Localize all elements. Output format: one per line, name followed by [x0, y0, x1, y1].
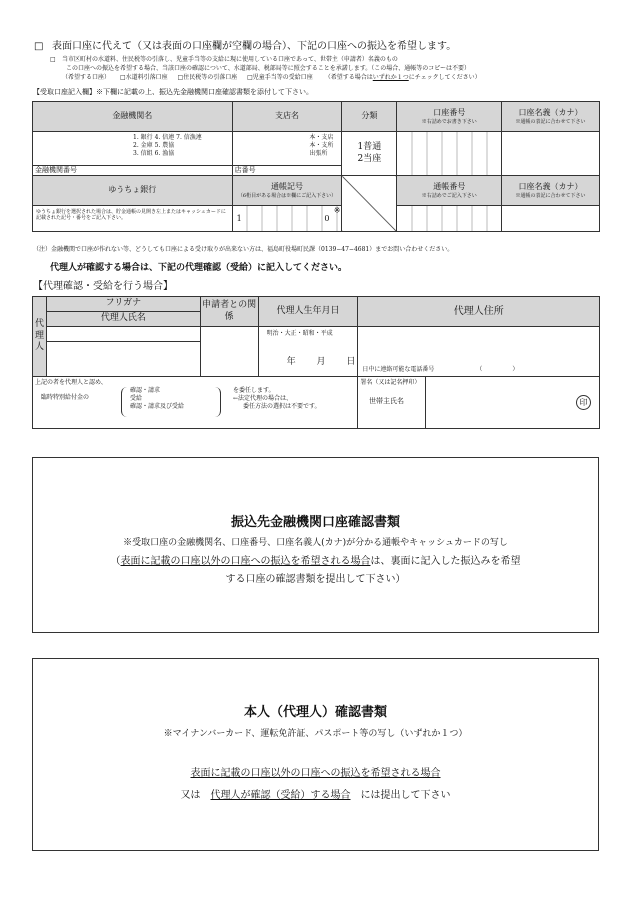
yucho-number-boxes[interactable]: [397, 206, 502, 232]
bank-doc-line3: する口座の確認書類を提出して下さい）: [225, 574, 406, 585]
account-type-cell[interactable]: [342, 132, 397, 176]
bank-doc-line2: （表面に記載の口座以外の口座への振込を希望される場合は、裏面に記入した振込みを希望: [110, 556, 521, 567]
phone-label: 日中に連絡可能な電話番号: [362, 366, 435, 374]
yucho-holder-cell[interactable]: [502, 206, 600, 232]
month-label: 月: [316, 357, 326, 367]
note-line-1: 当市区町村の水道料、住民税等の引落し、児童手当等の支給に現に使用している口座であって、世帯主（申請者）名義のもの: [62, 56, 398, 63]
delegate-right-1: を委任します。: [233, 387, 275, 394]
acct-type-current[interactable]: 2当座: [357, 153, 382, 164]
yucho-note: ゆうちょ銀行を選択された場合は、貯金通帳の見開き左上またはキャッシュカードに記載された記号・番号をご記入下さい。: [33, 206, 233, 232]
furigana-input[interactable]: [46, 327, 200, 342]
section-title: 表面口座に代えて（又は表面の口座欄が空欄の場合）、下記の口座への振込を希望します。: [52, 41, 457, 52]
bank-doc-title: 振込先金融機関口座確認書類: [230, 515, 400, 530]
proxy-lead: 代理人が確認する場合は、下記の代理確認（受給）に記入してください。: [50, 263, 348, 273]
note-tail-underline: いずれか１つ: [372, 74, 409, 81]
hdr-branch: 支店名: [232, 102, 342, 132]
opt-water[interactable]: □水道料引落口座: [119, 74, 168, 81]
branch-name-cell[interactable]: [232, 132, 342, 166]
note-tail-post: にチェックしてください）: [408, 74, 481, 81]
hdr-holder: 口座名義（カナ） ※通帳の表記に合わせて下さい: [502, 102, 600, 132]
account-footnote: （注）金融機関で口座が作れない等、どうしても口座による受け取りが出来ない方は、福島町役場町民課（0139−47−4681）までお問い合わせください。: [33, 246, 454, 253]
branch-code-label: 店番号: [234, 166, 256, 174]
delegate-opt-claim[interactable]: 確認・請求: [130, 387, 161, 394]
bank-name-cell[interactable]: [33, 132, 233, 166]
account-heading: 【受取口座記入欄】※下欄に記載の上、振込先金融機関口座確認書類を添付して下さい。: [33, 88, 313, 96]
hdr-birth: 代理人生年月日: [258, 297, 358, 327]
bank-type-7: 7. 信漁連: [176, 134, 202, 141]
era-options[interactable]: 明治・大正・昭和・平成: [266, 330, 333, 337]
yucho-asterisk: ※: [333, 206, 341, 216]
yucho-slash-cell: [342, 176, 397, 232]
proxy-heading: 【代理確認・受給を行う場合】: [33, 281, 173, 292]
delegate-opt-receive[interactable]: 受給: [130, 394, 143, 402]
year-label: 年: [286, 357, 296, 367]
delegate-options[interactable]: [121, 387, 221, 417]
id-doc-line1: ※マイナンバーカード、運転免許証、パスポート等の写し（いずれか１つ）: [163, 729, 468, 739]
delegate-right-3: 委任方法の選択は不要です。: [243, 402, 321, 410]
hdr-account-no: 口座番号 ※右詰めでお書き下さい: [397, 102, 502, 132]
bank-code-label: 金融機関番号: [35, 166, 77, 174]
delegate-prefix: 臨時特別給付金の: [41, 394, 90, 401]
hdr-yucho-number: 通帳番号 ※右詰めでご記入下さい: [397, 176, 502, 206]
yucho-digit-last: 0: [324, 214, 330, 224]
yucho-symbol-boxes[interactable]: [232, 206, 342, 232]
branch-type-2: 本・支所: [309, 141, 334, 149]
hdr-furigana: フリガナ: [46, 297, 200, 312]
bank-type-3: 3. 信組: [133, 149, 153, 157]
bank-account-table: [32, 101, 600, 232]
acct-type-ordinary[interactable]: 1普通: [357, 141, 382, 152]
bank-code-cell[interactable]: [33, 166, 233, 176]
phone-parens[interactable]: （ ）: [476, 366, 519, 374]
checkbox-existing-account[interactable]: □: [50, 56, 56, 63]
hdr-yucho-holder: 口座名義（カナ） ※通帳の表記に合わせて下さい: [502, 176, 600, 206]
hdr-yucho-symbol: 通帳記号 （6桁目がある場合は※欄にご記入下さい）: [232, 176, 342, 206]
bank-doc-underline: 表面に記載の口座以外の口座への振込を希望される場合: [120, 556, 371, 567]
opt-tax[interactable]: □住民税等の引落口座: [177, 74, 238, 81]
opt-child[interactable]: □児童手当等の受給口座: [247, 74, 313, 81]
seal-mark: 印: [576, 395, 591, 410]
branch-type-3: 出張所: [309, 149, 328, 157]
hdr-yucho: ゆうちょ銀行: [33, 176, 233, 206]
hdr-relation: 申請者との関係: [200, 297, 258, 327]
id-doc-title: 本人（代理人）確認書類: [243, 705, 387, 720]
delegate-opt-both[interactable]: 確認・請求及び受給: [130, 402, 185, 410]
id-doc-underline: 代理人が確認（受給）する場合: [210, 790, 351, 801]
bank-type-1: 1. 銀行: [133, 134, 153, 141]
note-tail-pre: （希望する場合は: [324, 74, 373, 81]
hdr-type: 分類: [342, 102, 397, 132]
bank-type-6: 6. 漁協: [154, 149, 175, 157]
id-doc-line2: 表面に記載の口座以外の口座への振込を希望される場合: [190, 768, 441, 779]
checkbox-replace-account[interactable]: □: [34, 41, 44, 52]
account-no-boxes[interactable]: [397, 132, 502, 176]
relation-input[interactable]: [200, 327, 258, 377]
id-doc-box: [32, 658, 599, 851]
holder-name-cell[interactable]: [502, 132, 600, 176]
delegate-right-2: ←法定代理の場合は、: [233, 394, 293, 402]
proxy-name-input[interactable]: [46, 342, 200, 377]
note-line-2: この口座への振込を希望する場合、当該口座の確認について、水道部局、税部局等に照会することを承諾します。（この場合、通帳等のコピーは不要）: [66, 65, 471, 72]
bank-type-4: 4. 信連: [154, 134, 175, 141]
hdr-address: 代理人住所: [358, 297, 600, 327]
signature-label: 署名（又は記名押印）: [360, 379, 421, 386]
note-line-3: [62, 74, 481, 82]
bank-doc-box: [32, 457, 599, 633]
day-label: 日: [346, 357, 356, 367]
bank-type-5: 5. 農協: [154, 141, 175, 149]
proxy-side-label: 代 理 人: [33, 297, 47, 377]
branch-type-1: 本・支店: [309, 134, 334, 141]
delegate-line1: 上記の者を代理人と認め、: [35, 379, 107, 386]
hdr-proxy-name: 代理人氏名: [46, 312, 200, 327]
householder-label: 世帯主氏名: [369, 397, 404, 405]
birth-input[interactable]: [258, 327, 358, 377]
bank-type-2: 2. 金庫: [133, 141, 153, 149]
proxy-table: [32, 296, 600, 429]
hdr-bank: 金融機関名: [33, 102, 233, 132]
address-input[interactable]: [358, 327, 600, 377]
id-doc-line3: 又は 代理人が確認（受給）する場合 には提出して下さい: [180, 790, 451, 801]
signature-cell[interactable]: [358, 377, 600, 429]
yucho-digit-first: 1: [236, 214, 242, 224]
branch-code-cell[interactable]: [232, 166, 342, 176]
bank-doc-line1: ※受取口座の金融機関名、口座番号、口座名義人(カナ)が分かる通帳やキャッシュカードの写し: [123, 538, 508, 548]
note-label: （希望する口座）: [62, 74, 111, 81]
